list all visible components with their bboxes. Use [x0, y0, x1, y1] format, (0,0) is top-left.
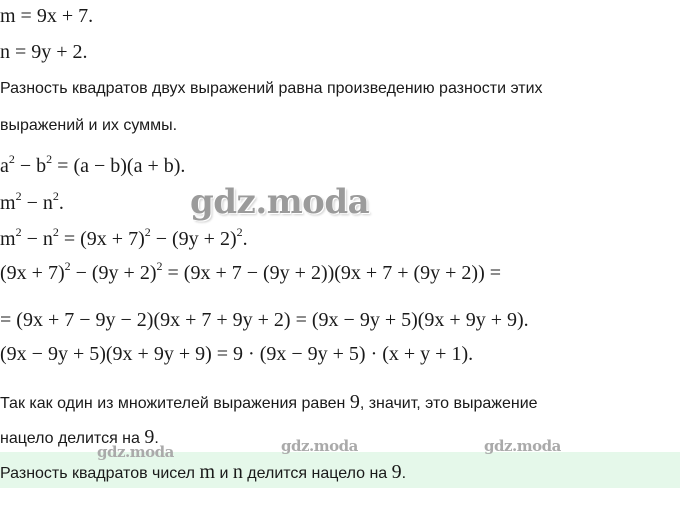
substitution-line: $m^2 - n^2 = (9x + 7)^2 - (9y + 2)^2$. — [0, 225, 248, 250]
watermark-center: gdz.moda — [190, 182, 370, 222]
watermark-mid: gdz.moda — [281, 437, 358, 455]
conclusion-line-2: нацело делится на 9. — [0, 426, 159, 448]
watermark-left: gdz.moda — [97, 443, 174, 461]
expansion-line-1: $(9x + 7)^2 - (9y + 2)^2 = (9x + 7 - (9y + 2))(9x + 7 + (9y + 2))$ = — [0, 259, 502, 284]
rule-line-2: выражений и их суммы. — [0, 117, 178, 134]
conclusion-line-1: Так как один из множителей выражения равен 9, значит, это выражение — [0, 391, 538, 413]
difference-of-squares-formula: $a^2 - b^2 = (a - b)(a + b)$. — [0, 152, 186, 177]
answer-text: Разность квадратов чисел m и n делится нацело на 9. — [0, 461, 407, 483]
rule-line-1: Разность квадратов двух выражений равна произведению разности этих — [0, 80, 543, 97]
n-definition: n = 9y + 2. — [0, 41, 88, 63]
mn-squares-expression: $m^2 - n^2$. — [0, 189, 64, 214]
m-definition: m = 9x + 7. — [0, 5, 94, 27]
expansion-line-2: = (9x + 7 − 9y − 2)(9x + 7 + 9y + 2) = (9x − 9y + 5)(9x + 9y + 9). — [0, 309, 529, 331]
watermark-right: gdz.moda — [484, 437, 561, 455]
expansion-line-3: (9x − 9y + 5)(9x + 9y + 9) = 9 · (9x − 9y + 5) · (x + y + 1). — [0, 343, 474, 365]
